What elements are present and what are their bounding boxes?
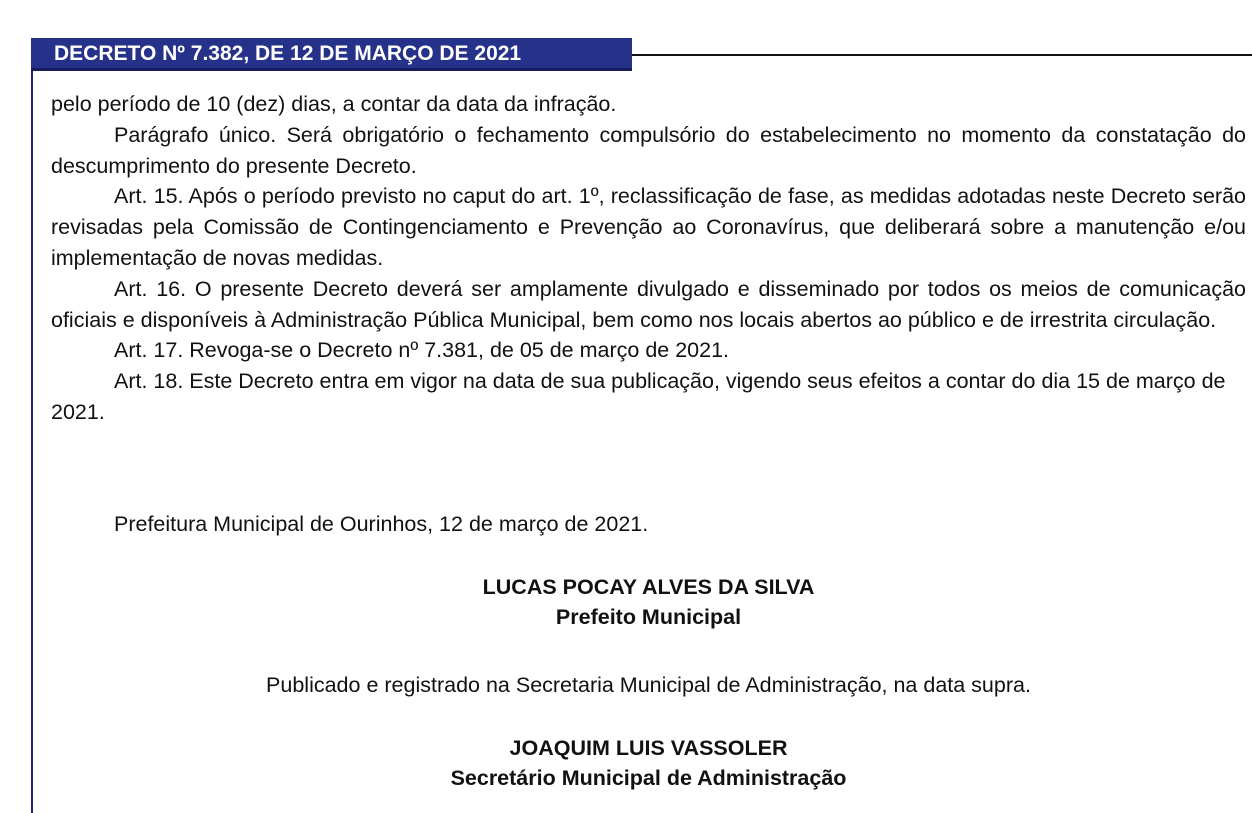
header-rule (632, 54, 1252, 56)
decree-body (51, 89, 1246, 428)
signature-block-mayor (51, 572, 1246, 632)
article-17: Art. 17. Revoga-se o Decreto nº 7.381, de 05 de março de 2021. (114, 338, 730, 363)
decree-title: DECRETO Nº 7.382, DE 12 DE MARÇO DE 2021 (54, 42, 522, 65)
article-18: Art. 18. Este Decreto entra em vigor na data de sua publicação, vigendo seus efeitos a contar do dia 15 de março de 2021. (51, 369, 1226, 424)
signatory-name: LUCAS POCAY ALVES DA SILVA (482, 575, 815, 599)
article-15: Art. 15. Após o período previsto no caput do art. 1º, reclassificação de fase, as medidas adotadas neste Decreto serão revisadas pela Comissão de Contingenciamento e Prevenção ao Coronavírus, que deliberará sobre a manutenção e/ou implementação de novas medidas. (51, 184, 1246, 270)
signatory-role: Prefeito Municipal (555, 605, 742, 629)
signature-block-secretary (51, 733, 1246, 793)
publication-note: Publicado e registrado na Secretaria Municipal de Administração, na data supra. (266, 673, 1031, 697)
decree-header-bar (31, 38, 632, 71)
paragraph-continuation: pelo período de 10 (dez) dias, a contar da data da infração. (51, 92, 617, 116)
left-margin-rule (31, 38, 33, 813)
place-and-date: Prefeitura Municipal de Ourinhos, 12 de março de 2021. (114, 512, 649, 536)
article-16: Art. 16. O presente Decreto deverá ser amplamente divulgado e disseminado por todos os meios de comunicação oficiais e disponíveis à Administração Pública Municipal, bem como nos locais abertos ao público e de irrestrita circulação. (51, 276, 1246, 332)
signatory-name: JOAQUIM LUIS VASSOLER (509, 736, 788, 760)
paragraph-unique: Parágrafo único. Será obrigatório o fechamento compulsório do estabelecimento no momento da constatação do descumprimento do presente Decreto. (51, 122, 1246, 178)
signatory-role: Secretário Municipal de Administração (450, 766, 847, 790)
